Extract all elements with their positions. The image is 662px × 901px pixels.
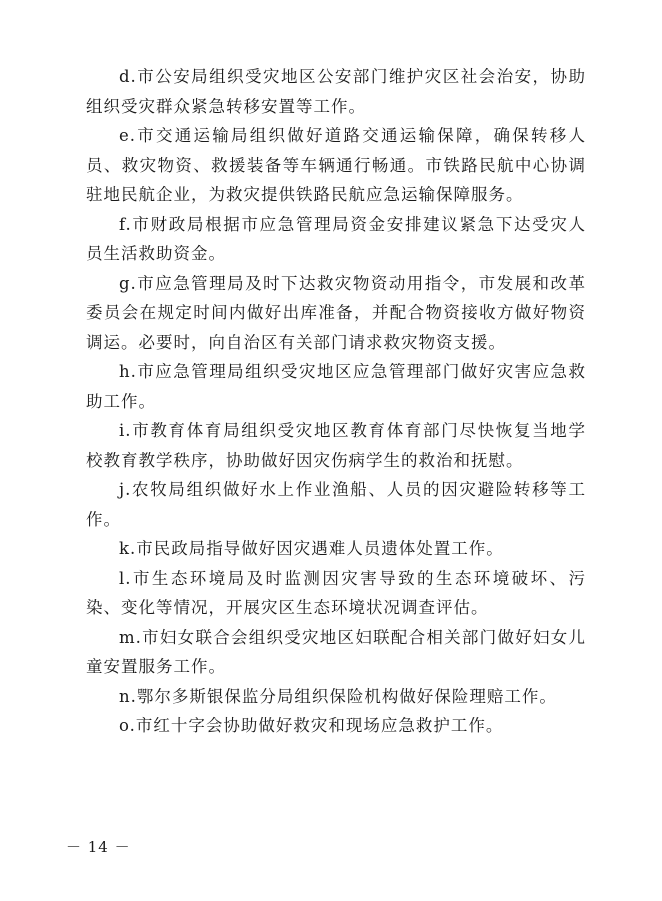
paragraph-o: o.市红十字会协助做好救灾和现场应急救护工作。 — [119, 716, 504, 735]
paragraph-f: f.市财政局根据市应急管理局资金安排建议紧急下达受灾人员生活救助资金。 — [86, 214, 586, 263]
paragraph-e: e.市交通运输局组织做好道路交通运输保障，确保转移人员、救灾物资、救援装备等车辆通行畅通。市铁路民航中心协调驻地民航企业，为救灾提供铁路民航应急运输保障服务。 — [86, 126, 586, 204]
paragraph-k: k.市民政局指导做好因灾遇难人员遗体处置工作。 — [119, 539, 504, 558]
paragraph-j: j.农牧局组织做好水上作业渔船、人员的因灾避险转移等工作。 — [86, 480, 586, 529]
paragraph-l: l.市生态环境局及时监测因灾害导致的生态环境破坏、污染、变化等情况，开展灾区生态环境状况调查评估。 — [86, 568, 586, 617]
paragraph-n: n.鄂尔多斯银保监分局组织保险机构做好保险理赔工作。 — [119, 686, 557, 706]
paragraph-m: m.市妇女联合会组织受灾地区妇联配合相关部门做好妇女儿童安置服务工作。 — [86, 627, 586, 676]
paragraph-d: d.市公安局组织受灾地区公安部门维护灾区社会治安，协助组织受灾群众紧急转移安置等工作。 — [86, 67, 586, 116]
paragraph-g: g.市应急管理局及时下达救灾物资动用指令，市发展和改革委员会在规定时间内做好出库准备，并配合物资接收方做好物资调运。必要时，向自治区有关部门请求救灾物资支援。 — [86, 273, 586, 352]
document-body — [86, 62, 586, 741]
paragraph-i: i.市教育体育局组织受灾地区教育体育部门尽快恢复当地学校教育教学秩序，协助做好因灾伤病学生的救治和抚慰。 — [86, 421, 586, 470]
paragraph-h: h.市应急管理局组织受灾地区应急管理部门做好灾害应急救助工作。 — [86, 362, 586, 411]
page-number: － 14 － — [66, 838, 131, 856]
